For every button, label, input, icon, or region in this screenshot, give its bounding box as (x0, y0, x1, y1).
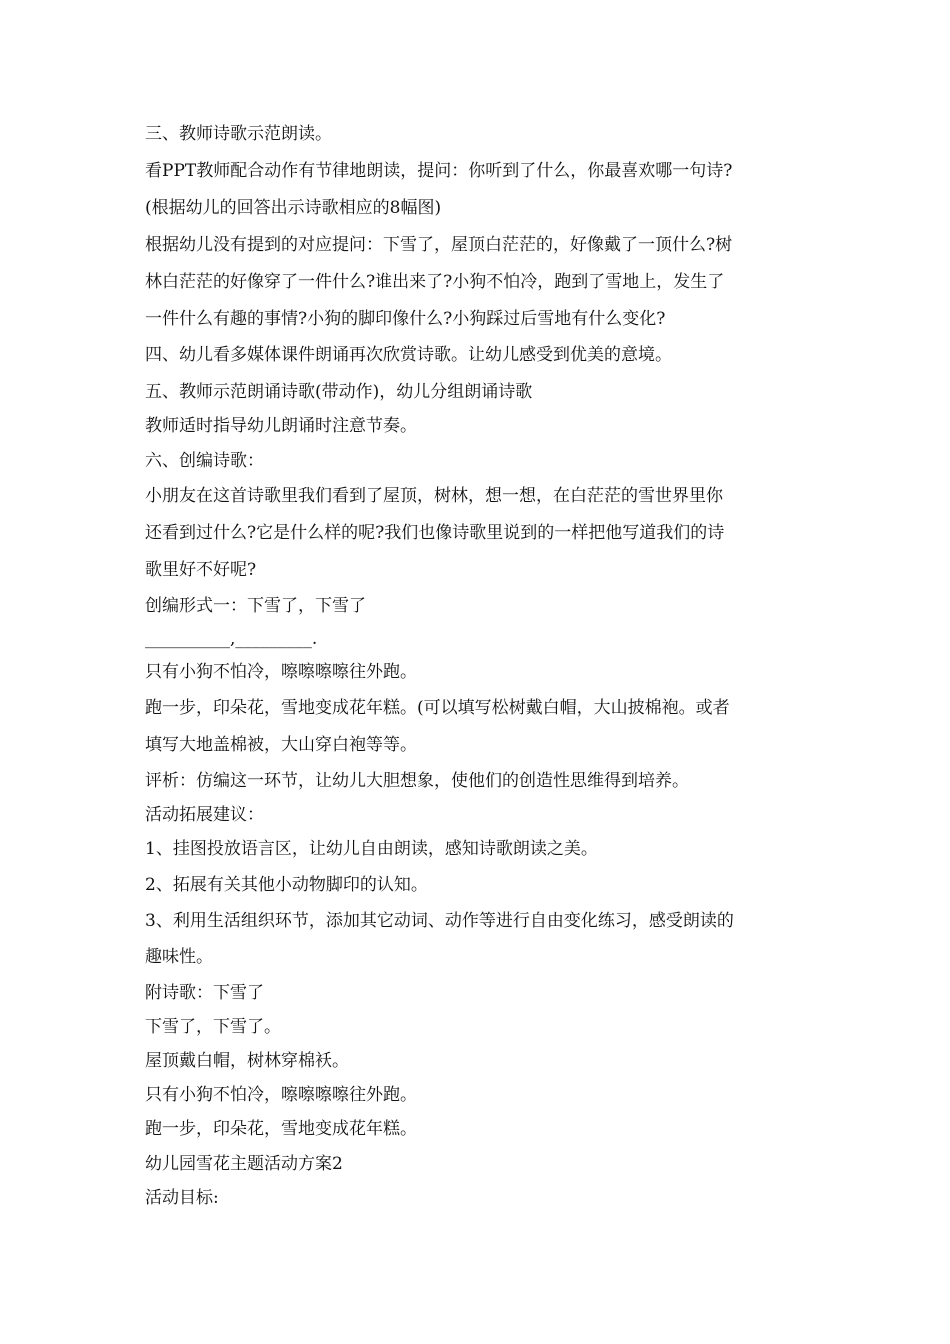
paragraph-line: 三、教师诗歌示范朗读。 (145, 124, 332, 144)
paragraph-line: 跑一步，印朵花，雪地变成花年糕。(可以填写松树戴白帽，大山披棉袍。或者 (145, 698, 730, 718)
paragraph-line: 1、挂图投放语言区，让幼儿自由朗读，感知诗歌朗读之美。 (145, 839, 598, 859)
paragraph-line: 歌里好不好呢? (145, 560, 257, 580)
paragraph-line: 只有小狗不怕冷，嚓嚓嚓嚓往外跑。 (145, 662, 417, 682)
paragraph-line: 评析：仿编这一环节，让幼儿大胆想象，使他们的创造性思维得到培养。 (145, 771, 689, 791)
section-heading: 幼儿园雪花主题活动方案2 (145, 1154, 343, 1174)
paragraph-line: 附诗歌：下雪了 (145, 983, 264, 1003)
paragraph-line: (根据幼儿的回答出示诗歌相应的8幅图) (145, 198, 442, 218)
paragraph-line: 根据幼儿没有提到的对应提问：下雪了，屋顶白茫茫的，好像戴了一顶什么?树 (145, 235, 733, 255)
paragraph-line: 五、教师示范朗诵诗歌(带动作)，幼儿分组朗诵诗歌 (145, 382, 533, 402)
poem-line: 屋顶戴白帽，树林穿棉袄。 (145, 1051, 349, 1071)
paragraph-line: 一件什么有趣的事情?小狗的脚印像什么?小狗踩过后雪地有什么变化? (145, 309, 666, 329)
paragraph-line: 活动拓展建议： (145, 805, 264, 825)
paragraph-line: 创编形式一：下雪了，下雪了 (145, 596, 366, 616)
paragraph-line: 四、幼儿看多媒体课件朗诵再次欣赏诗歌。让幼儿感受到优美的意境。 (145, 345, 672, 365)
paragraph-line: 看PPT教师配合动作有节律地朗读，提问：你听到了什么，你最喜欢哪一句诗? (145, 161, 733, 181)
paragraph-line: 还看到过什么?它是什么样的呢?我们也像诗歌里说到的一样把他写道我们的诗 (145, 523, 725, 543)
poem-line: 跑一步，印朵花，雪地变成花年糕。 (145, 1119, 417, 1139)
fill-in-blank-line: __________,_________. (145, 629, 318, 649)
paragraph-line: 小朋友在这首诗歌里我们看到了屋顶，树林，想一想，在白茫茫的雪世界里你 (145, 486, 723, 506)
paragraph-line: 填写大地盖棉被，大山穿白袍等等。 (145, 735, 417, 755)
paragraph-line: 六、创编诗歌： (145, 451, 264, 471)
paragraph-line: 3、利用生活组织环节，添加其它动词、动作等进行自由变化练习，感受朗读的 (145, 911, 734, 931)
paragraph-line: 林白茫茫的好像穿了一件什么?谁出来了?小狗不怕冷，跑到了雪地上，发生了 (145, 272, 725, 292)
paragraph-line: 活动目标: (145, 1188, 219, 1208)
paragraph-line: 趣味性。 (145, 947, 213, 967)
poem-line: 下雪了，下雪了。 (145, 1017, 281, 1037)
paragraph-line: 2、拓展有关其他小动物脚印的认知。 (145, 875, 428, 895)
paragraph-line: 教师适时指导幼儿朗诵时注意节奏。 (145, 416, 417, 436)
poem-line: 只有小狗不怕冷，嚓嚓嚓嚓往外跑。 (145, 1085, 417, 1105)
